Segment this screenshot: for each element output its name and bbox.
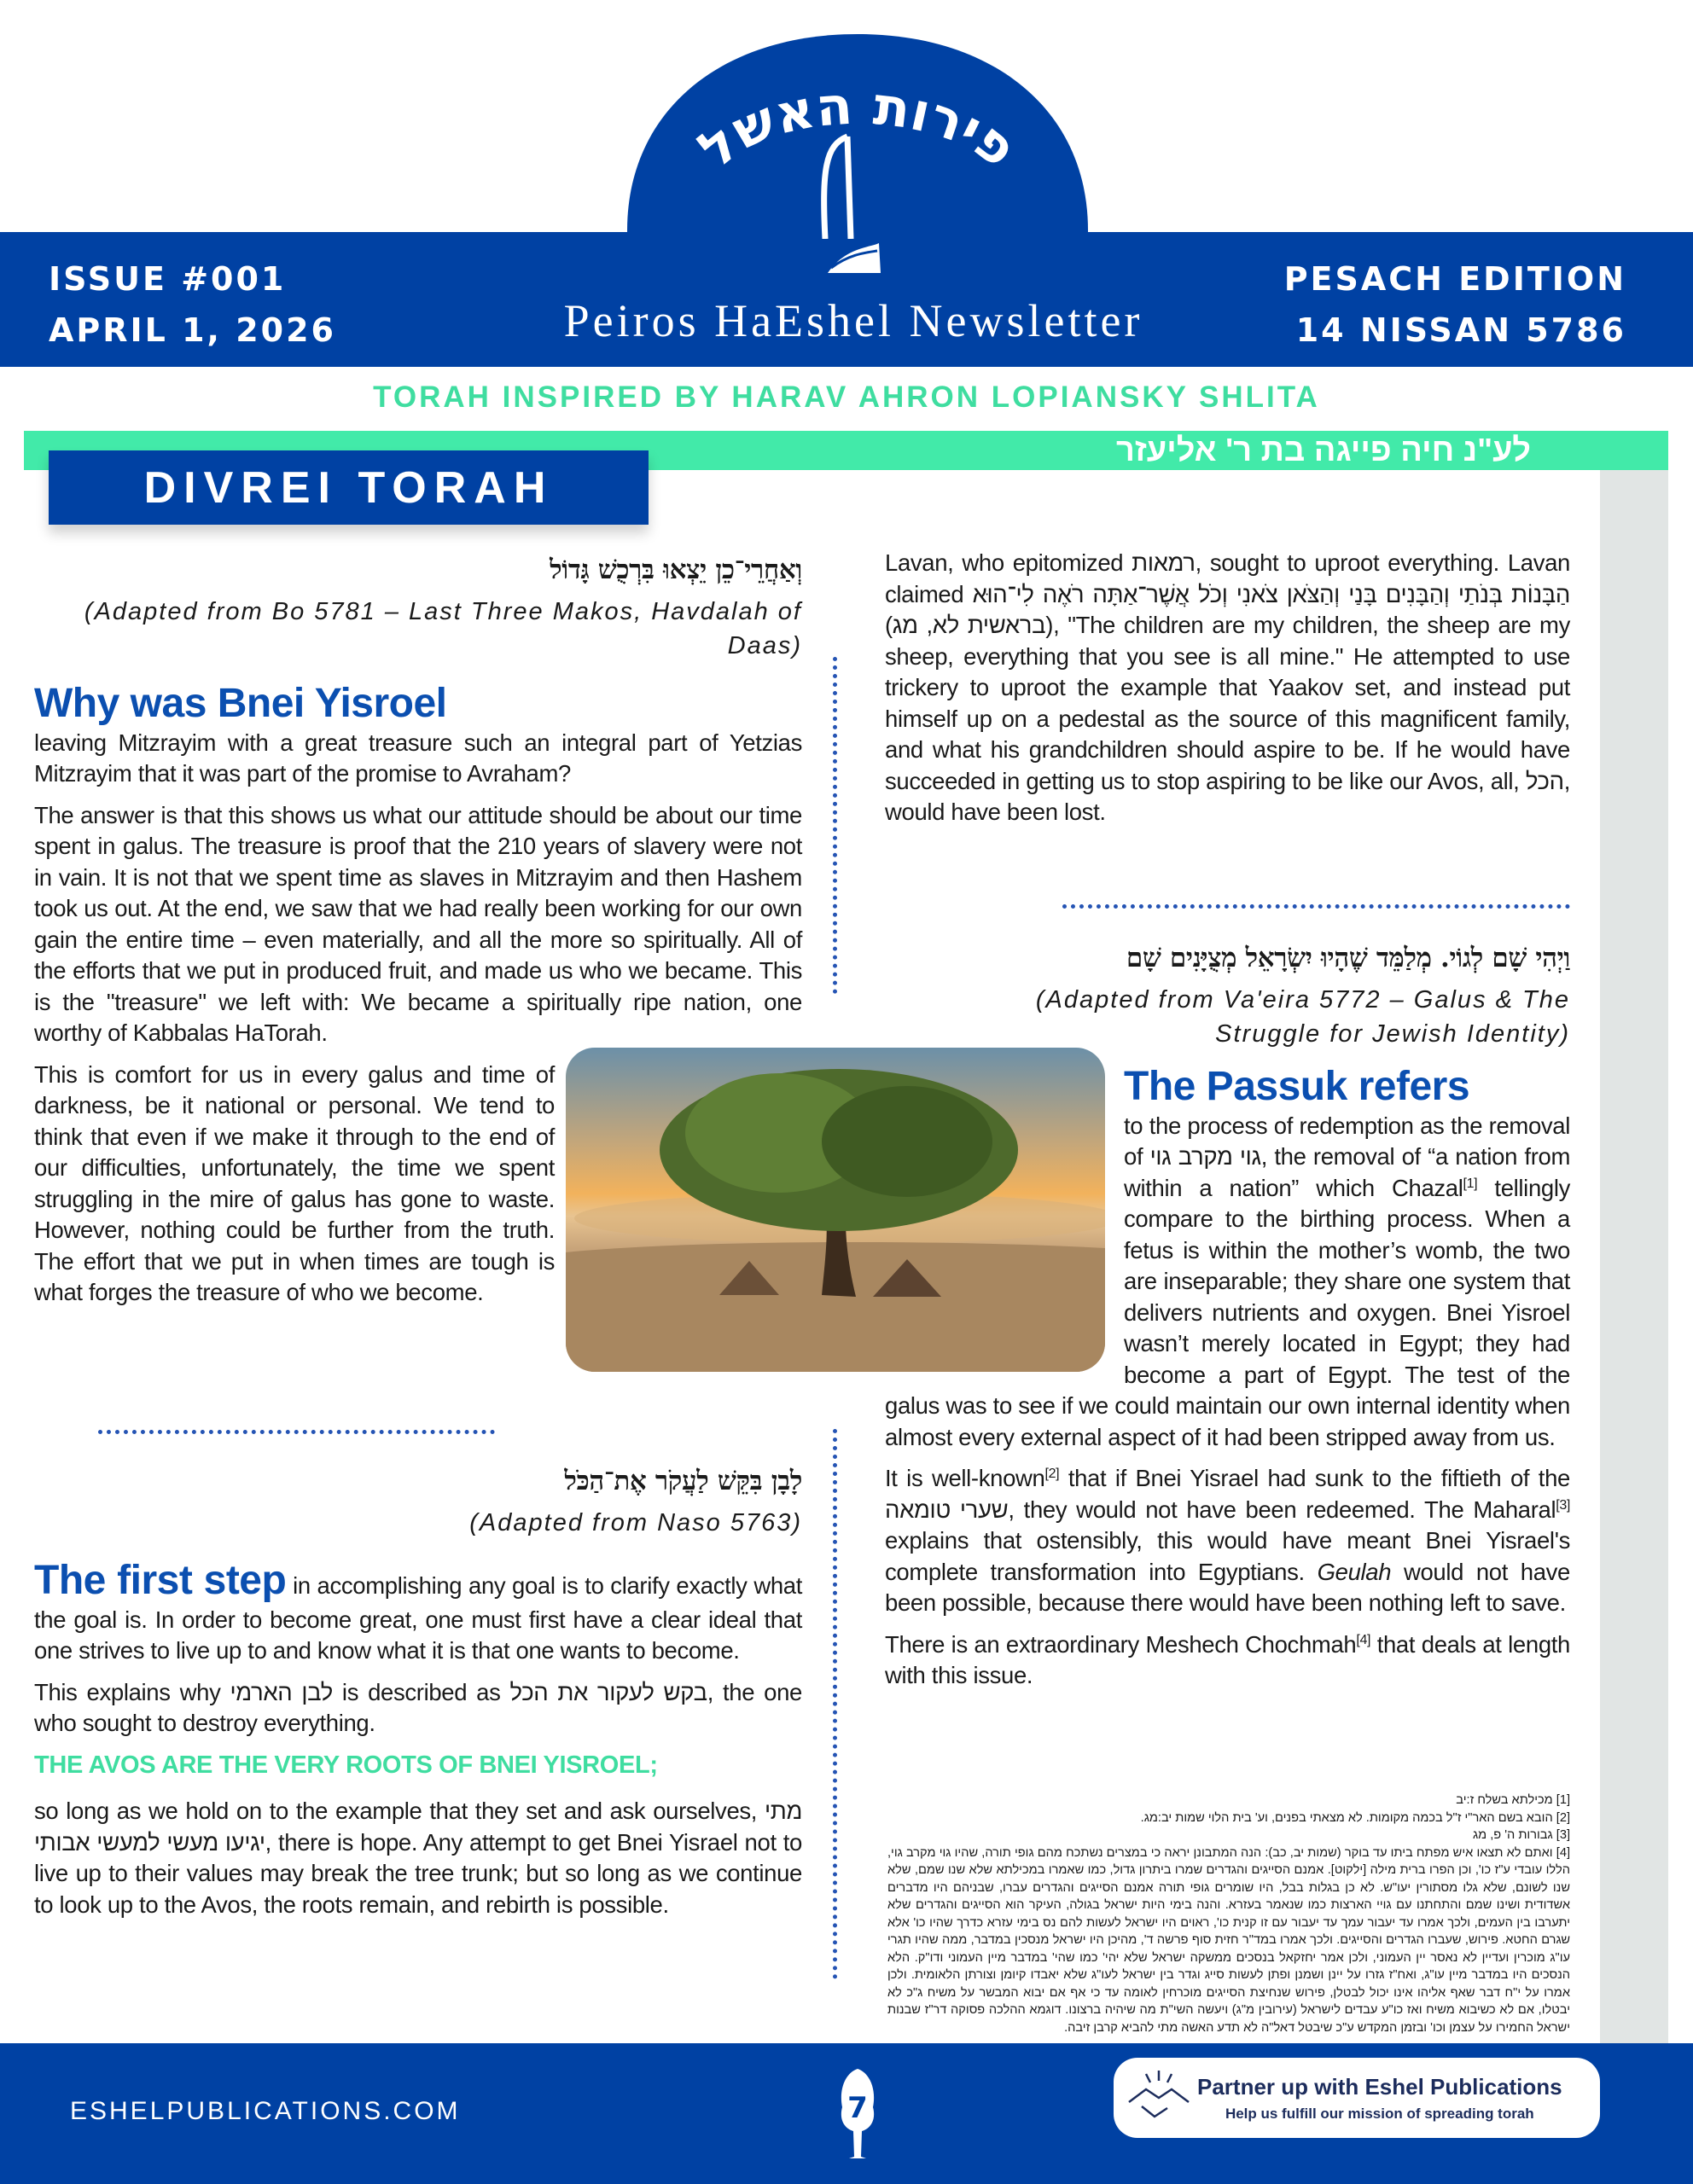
partner-button[interactable]: [1114, 2058, 1600, 2138]
article-3-paragraph: to the process of redemption as the removal of גוי מקרב גוי, the removal of “a nation from within a nation” which Chazal[1] tellingly compare to the birthing process. When a fetus is within the mother’s womb, the two are inseparable; they share one system that delivers nutrients and oxygen. Bnei Yisroel wasn’t merely located in Egypt; they had become a part of Egypt. The test of the galus was to see if we could maintain our own internal identity when almost every external aspect of it had been stripped away from us.: [885, 1112, 1571, 1450]
article-2-heading: The first step: [34, 1557, 287, 1603]
handshake-icon: [1120, 2064, 1197, 2132]
article-2-paragraph: in accomplishing any goal is to clarify exactly what the goal is. In order to become great, one must first have a clear ideal that one strives to live up to and know what it is that one wants to become.: [34, 1571, 803, 1664]
tree-icon: [823, 2065, 892, 2163]
article-1-source: (Adapted from Bo 5781 – Last Three Makos, Havdalah of Daas): [84, 597, 802, 659]
footnote-ref[interactable]: [2]: [1044, 1466, 1060, 1481]
tagline: TORAH INSPIRED BY HARAV AHRON LOPIANSKY SHLITA: [373, 380, 1320, 414]
article-2-source: (Adapted from Naso 5763): [469, 1508, 802, 1536]
article-1-paragraph: This is comfort for us in every galus and time of darkness, be it national or personal. We tend to think that even if we make it through to the end of our difficulties, unfortunately, the time we spent struggling in the mire of galus has gone to waste. However, nothing could be further from the truth. The effort that we put in when times are tough is what forges the treasure of who we become.: [34, 1060, 555, 1305]
footnote-ref[interactable]: [1]: [1463, 1176, 1478, 1191]
logo-hebrew-text: פירות האשל: [686, 73, 1029, 180]
dedication-text: לע"נ חיה פייגה בת ר' אליעזר: [1115, 433, 1531, 468]
footnotes: [887, 1792, 1570, 2036]
article-2-continued: [885, 548, 1570, 839]
column-divider: [833, 1429, 837, 1979]
page-number: 7: [847, 2091, 868, 2125]
article-3-paragraph: There is an extraordinary Meshech Chochmah[4] that deals at length with this issue.: [885, 1630, 1570, 1688]
footnote: [3] גבורות ה' פ, מג: [1472, 1828, 1570, 1842]
section-title: DIVREI TORAH: [49, 450, 649, 525]
article-2-paragraph: Lavan, who epitomized רמאות, sought to uproot everything. Lavan claimed הַבָּנוֹת בְּנֹתַי וְהַבָּנִים בָּנַי וְהַצֹּאן צֹאנִי וְכֹל אֲשֶׁר־אַתָּה רֹאֶה לִי־הוּא (בראשית לא, מג), "The children are my children, the sheep are my sheep, everything that you see is all mine." He attempted to use trickery to uproot the example that Yaakov set, and instead put himself up on a pedestal as the source of this magnificent family, and what his grandchildren should aspire to be. If he would have succeeded in getting us to stop aspiring to be like our Avos, all, הכל, would have been lost.: [885, 549, 1570, 825]
article-3-paragraph: It is well-known[2] that if Bnei Yisrael had sunk to the fiftieth of the שערי טומאה, they would not have been redeemed. The Maharal[3] explains that ostensibly, this would have meant Bnei Yisrael's complete transformation into Egyptians. Geulah would not have been possible, because there would have been nothing left to save.: [885, 1465, 1570, 1616]
article-1-heading: Why was Bnei Yisroel: [34, 680, 447, 726]
hebrew-date: 14 NISSAN 5786: [1295, 311, 1626, 349]
issue-number: ISSUE #001: [49, 260, 287, 298]
article-3-pasuk: וַיְהִי שָׁם לְגוֹי. מְלַמֵּד שֶׁהָיוּ יִשְׂרָאֵל מְצֻיָּנִים שָׁם: [1126, 943, 1570, 973]
website-link[interactable]: ESHELPUBLICATIONS.COM: [70, 2097, 461, 2125]
side-strip: [1600, 470, 1668, 2044]
article-1-paragraph: leaving Mitzrayim with a great treasure such an integral part of Yetzias Mitzrayim that it was part of the promise to Avraham?: [34, 729, 802, 787]
newsletter-title: Peiros HaEshel Newsletter: [563, 295, 1143, 346]
footnote: [2] הובא בשם האר"י ז"ל בכמה מקומות. לא מצאתי בפנים, וע' בית הלוי שמות יב:מג.: [1140, 1810, 1570, 1825]
footnote-ref[interactable]: [4]: [1356, 1632, 1371, 1647]
footnote: [4] ואתם לא תצאו איש מפתח ביתו עד בוקר (שמות יב, כב): הנה המתבונן יראה כי במצרים נשתכח מהם גופי תורה, שהיו גוי מקרב גוי, הללו עובדי ע"ז כו', וכן הפרו ברית מילה [ילקוט]. אמנם הסייגים והגדרים שמרו ביתרון גדול, כמו שאמרו במכילתא שלא שנו שמם, שלא שנו לשונם, שלא גלו מסתורין יעו"ש. לא כן בגלות בבל, היו שומרים גופי תורה אמנם הסייגים והגדרים עברו, שבניהם היו מדברים אשדודית ושינו שמם והתחתנו עם גויי הארצות כמו שנאמר בעזרא. והנה בימי היות ישראל בגולה, העיקר הוא הסייגים והגדרים שלא יתערבו בין העמים, ולכך אמרו עד יעבור עמך עד יעבור עם זו קנית כו', ראוים היו ישראל לעשות להם נס בימי עזרא כדרך שהיו כו' אלא שגרם החטא. פירוש, שעברו הגדרים והסייגים. ולכך אמרו במד"ר חזית סוף פרשה ד', מהיכן היו ישראל מנסכין במדבר, ממה שהיו תגרי עו"ג מוכרין ועדיין לא נאסר יין העמוני, ולכן אמר יחזקאל בנסכים ממשקה ישראל שלא יהי' כמו שהי' במדבר מיין העמוני ודו"ק. הלא הנסכים היו במדבר מיין עו"ג, ואח"ז גזרו על יינן ושמנן ופתן לעשות סייג וגדר בין ישראל לעו"ג שלא יאבדו קיומן וצורתן הלאומית. ולכן אמרו על י"ח דבר שאף אליהו אינו יכול לבטלן, פירוש שנחיצת הסייגים מוכרחין לאומה עד כי אף אם יבוא המבשר על משיח ג"כ לא יבטלו, אם לא כשיבוא משיח ואז כו"ע עבדים לישראל (עירובין מ"ג) ויעשה השי"ת מה שיהיה ברצונו. דוגמא ההלכה פסוקה דר"ז שבנות ישראל החמירו על עצמן וכו' ובזמן המקדש ע"כ שיבטל דאל"ה לא תדע האשה מתי להביא קרבן זיבה.: [887, 1845, 1570, 2035]
article-1-paragraph: The answer is that this shows us what our attitude should be about our time spent in galus. The treasure is proof that the 210 years of slavery were not in vain. It is not that we spent time as slaves in Mitzrayim and then Hashem took us out. At the end, we saw that we had really been working for our own gain the entire time – even materially, and all the more so spiritually. All of the efforts that we put in produced fruit, and made us who we became. This is the "treasure" we left with: We became a spiritually ripe nation, one worthy of Kabbalas HaTorah.: [34, 801, 802, 1046]
article-3-heading: The Passuk refers: [1124, 1063, 1470, 1109]
book-pages-icon: [819, 239, 896, 277]
article-3-source: (Adapted from Va'eira 5772 – Galus & The Struggle for Jewish Identity): [1035, 985, 1570, 1048]
tree-photo: [566, 1048, 1105, 1372]
footnote: [1] מכילתא בשלח ז:יב: [1456, 1793, 1570, 1807]
partner-subtitle: Help us fulfill our mission of spreading torah: [1225, 2105, 1534, 2122]
column-divider: [833, 657, 837, 994]
edition-label: PESACH EDITION: [1283, 260, 1626, 298]
article-2: [34, 1466, 802, 1931]
article-2-paragraph: so long as we hold on to the example that they set and ask ourselves, מתי יגיעו מעשי למעשי אבותי, there is hope. Any attempt to get Bnei Yisrael not to live up to their values may break the tree trunk; but so long as we continue to look up to the Avos, the roots remain, and rebirth is possible.: [34, 1798, 802, 1918]
divider: [98, 1430, 495, 1434]
issue-date: APRIL 1, 2026: [49, 311, 336, 349]
article-2-paragraph: This explains why לבן הארמי is described as בקש לעקור את הכל, the one who sought to destroy everything.: [34, 1678, 802, 1736]
divider: [1062, 904, 1570, 909]
logo: [627, 34, 1088, 239]
article-2-pasuk: לָבָן בִּקֵּשׁ לַעֲקֹר אֶת־הַכֹּל: [564, 1466, 802, 1496]
partner-title: Partner up with Eshel Publications: [1197, 2073, 1562, 2100]
footnote-ref[interactable]: [3]: [1556, 1497, 1570, 1513]
article-1-pasuk: וְאַחֲרֵי־כֵן יֵצְאוּ בִּרְכֻשׁ גָּדוֹל: [550, 555, 802, 585]
article-2-subheading: THE AVOS ARE THE VERY ROOTS OF BNEI YISROEL;: [34, 1751, 658, 1779]
